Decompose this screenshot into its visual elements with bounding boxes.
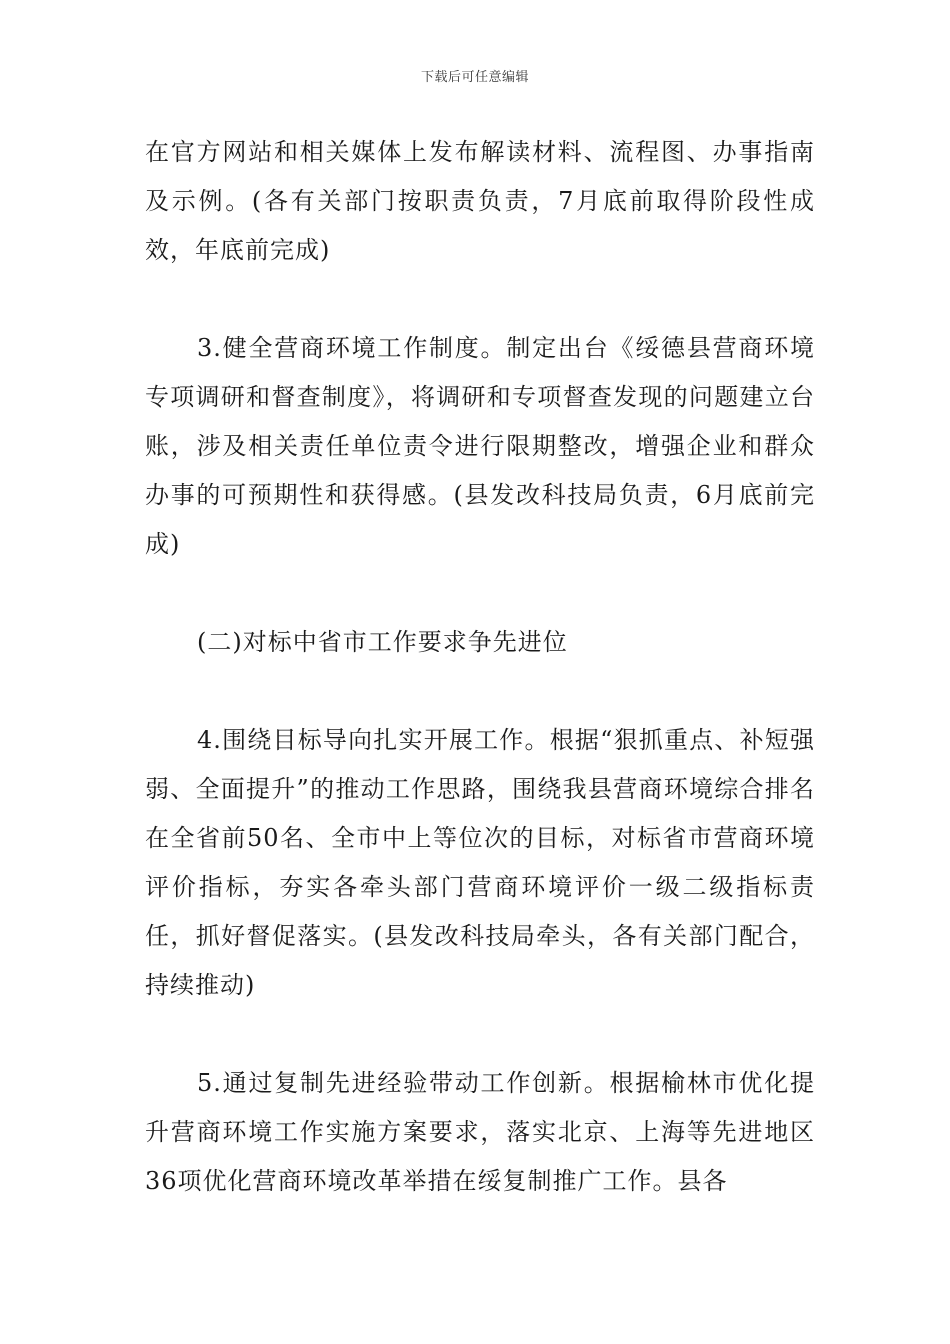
paragraph-item-5: 5.通过复制先进经验带动工作创新。根据榆林市优化提升营商环境工作实施方案要求，落实北京、上海等先进地区36项优化营商环境改革举措在绥复制推广工作。县各 [145, 1069, 815, 1195]
paragraph-spacer [145, 569, 815, 618]
paragraph-item-4: 4.围绕目标导向扎实开展工作。根据“狠抓重点、补短强弱、全面提升”的推动工作思路，围绕我县营商环境综合排名在全省前50名、全市中上等位次的目标，对标省市营商环境评价指标，夯实各牵头部门营商环境评价一级二级指标责任，抓好督促落实。(县发改科技局牵头，各有关部门配合，持续推动) [145, 726, 815, 999]
document-body [145, 128, 815, 1206]
section-heading-2: (二)对标中省市工作要求争先进位 [197, 628, 568, 656]
paragraph-spacer [145, 667, 815, 716]
paragraph-item-3: 3.健全营商环境工作制度。制定出台《绥德县营商环境专项调研和督查制度》，将调研和专项督查发现的问题建立台账，涉及相关责任单位责令进行限期整改，增强企业和群众办事的可预期性和获得感。(县发改科技局负责，6月底前完成) [145, 334, 815, 558]
page-header-note: 下载后可任意编辑 [420, 70, 529, 85]
paragraph-guidance-publication: 在官方网站和相关媒体上发布解读材料、流程图、办事指南及示例。(各有关部门按职责负责，7月底前取得阶段性成效，年底前完成) [145, 138, 815, 264]
paragraph-spacer [145, 275, 815, 324]
paragraph-spacer [145, 1010, 815, 1059]
